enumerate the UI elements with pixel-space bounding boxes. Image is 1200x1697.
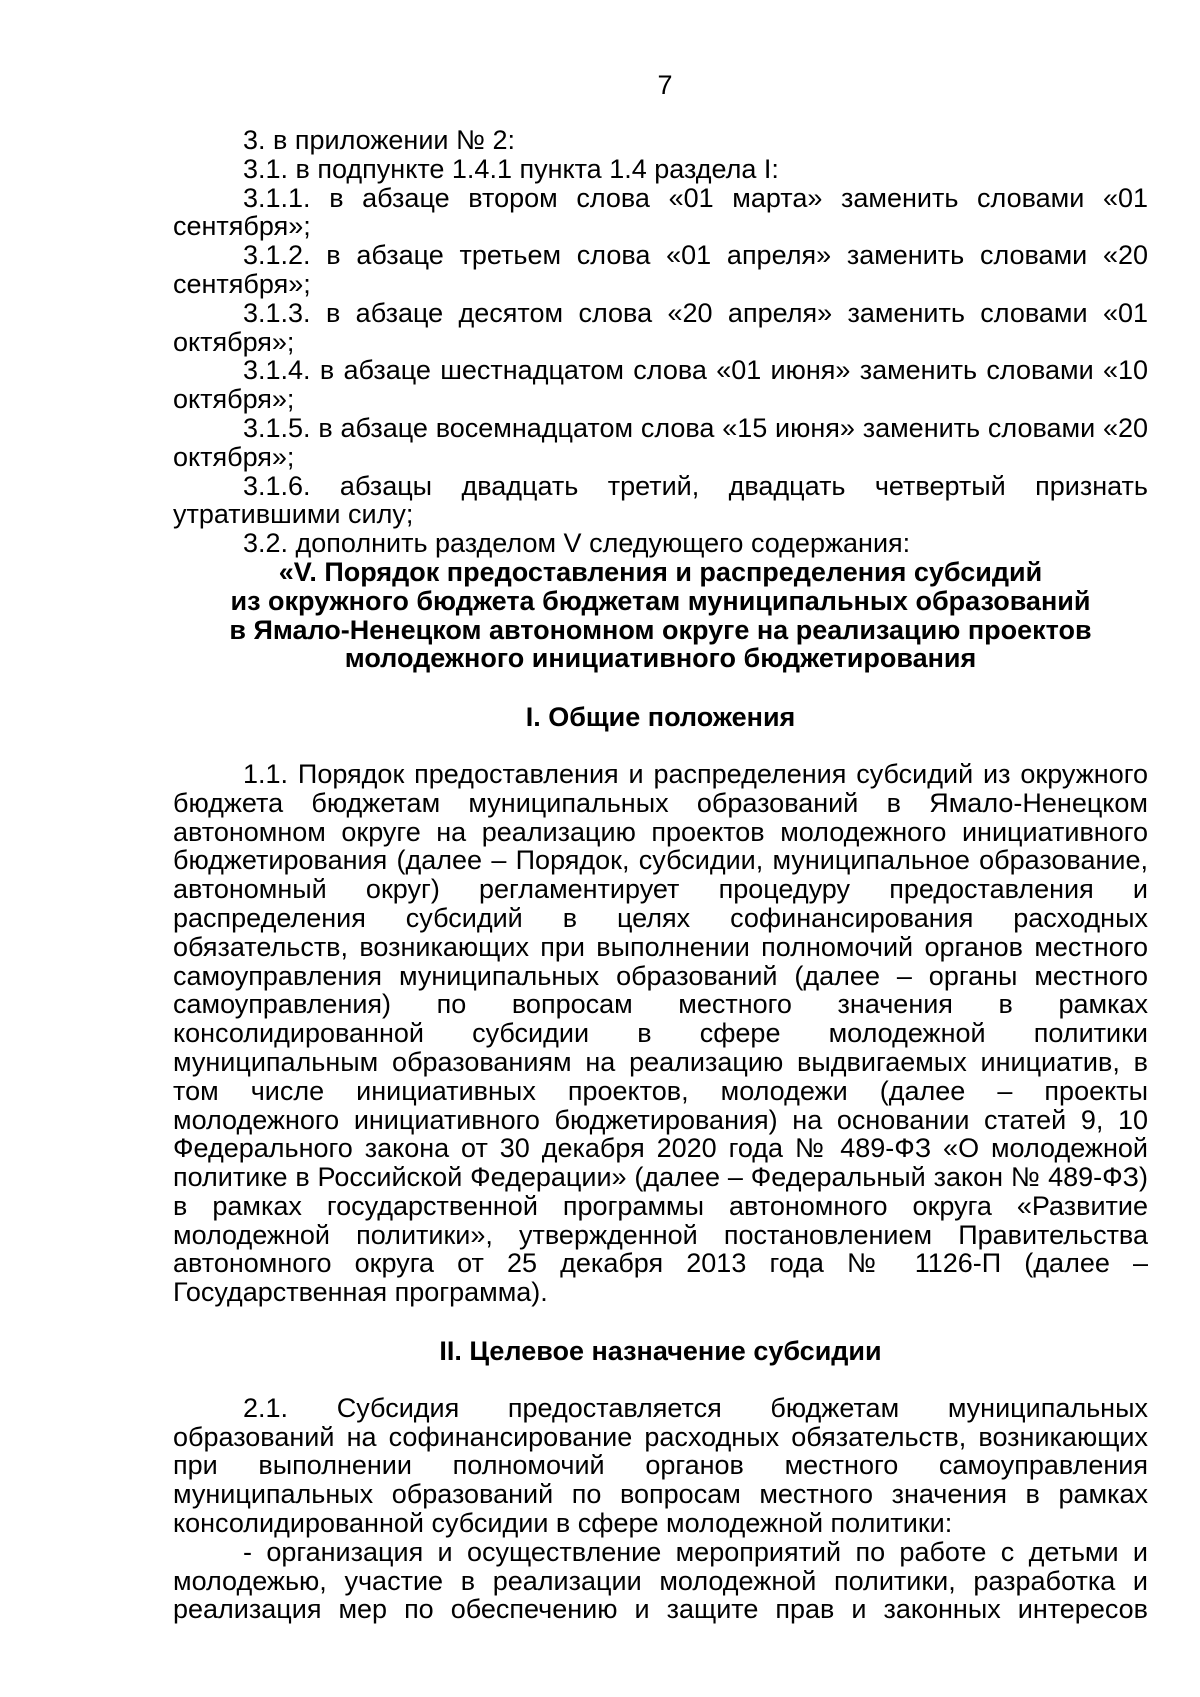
spacer xyxy=(173,1366,1148,1394)
document-body xyxy=(173,126,1148,1624)
heading-line: из окружного бюджета бюджетам муниципальных образований xyxy=(230,585,1091,616)
spacer xyxy=(173,1307,1148,1337)
section-i-title: I. Общие положения xyxy=(525,702,796,733)
paragraph-2-1-item: - организация и осуществление мероприятий по работе с детьми и молодежью, участие в реализации молодежной политики, разработка и реализация мер по обеспечению и защите прав и законных интересов xyxy=(173,1536,1148,1625)
paragraph-3-1-1: 3.1.1. в абзаце втором слова «01 марта» заменить словами «01 сентября»; xyxy=(173,182,1148,242)
section-ii-title: II. Целевое назначение субсидии xyxy=(439,1336,882,1367)
heading-line: молодежного инициативного бюджетирования xyxy=(344,643,977,674)
paragraph-2-1: 2.1. Субсидия предоставляется бюджетам муниципальных образований на софинансирование расходных обязательств, возникающих при выполнении полномочий органов местного самоуправления муниципальных образований по вопросам местного значения в рамках консолидированной субсидии в сфере молодежной политики: xyxy=(173,1392,1148,1539)
paragraph-1-1: 1.1. Порядок предоставления и распределения субсидий из окружного бюджета бюджетам муниципальных образований в Ямало-Ненецком автономном округе на реализацию проектов молодежного инициативного бюджетирования (далее – Порядок, субсидии, муниципальное образование, автономный округ) регламентирует процедуру предоставления и распределения субсидий в целях софинансирования расходных обязательств, возникающих при выполнении полномочий органов местного самоуправления муниципальных образований (далее – органы местного самоуправления) по вопросам местного значения в рамках консолидированной субсидии в сфере молодежной политики муниципальным образованиям на реализацию выдвигаемых инициатив, в том числе инициативных проектов, молодежи (далее – проекты молодежного инициативного бюджетирования) на основании статей 9, 10 Федерального закона от 30 декабря 2020 года № 489-ФЗ «О молодежной политике в Российской Федерации» (далее – Федеральный закон № 489-ФЗ) в рамках государственной программы автономного округа «Развитие молодежной политики», утвержденной постановлением Правительства автономного округа от 25 декабря 2013 года № 1126-П (далее – Государственная программа). xyxy=(173,758,1148,1308)
paragraph-3-1-2: 3.1.2. в абзаце третьем слова «01 апреля» заменить словами «20 сентября»; xyxy=(173,240,1148,299)
paragraph-3-2: 3.2. дополнить разделом V следующего содержания: xyxy=(243,528,911,559)
spacer xyxy=(173,732,1148,760)
section-v-heading xyxy=(173,558,1148,673)
page-number: 7 xyxy=(657,70,673,100)
paragraph-3-1-6: 3.1.6. абзацы двадцать третий, двадцать четвертый признать утратившими силу; xyxy=(173,470,1148,530)
paragraph-3: 3. в приложении № 2: xyxy=(243,125,515,155)
spacer xyxy=(173,673,1148,703)
heading-line: «V. Порядок предоставления и распределения субсидий xyxy=(278,556,1043,587)
paragraph-3-1-4: 3.1.4. в абзаце шестнадцатом слова «01 июня» заменить словами «10 октября»; xyxy=(173,355,1148,415)
paragraph-3-1-3: 3.1.3. в абзаце десятом слова «20 апреля» заменить словами «01 октября»; xyxy=(173,297,1148,357)
heading-line: в Ямало-Ненецком автономном округе на реализацию проектов xyxy=(229,614,1092,645)
paragraph-3-1: 3.1. в подпункте 1.4.1 пункта 1.4 раздела I: xyxy=(243,153,779,184)
paragraph-3-1-5: 3.1.5. в абзаце восемнадцатом слова «15 июня» заменить словами «20 октября»; xyxy=(173,412,1148,472)
